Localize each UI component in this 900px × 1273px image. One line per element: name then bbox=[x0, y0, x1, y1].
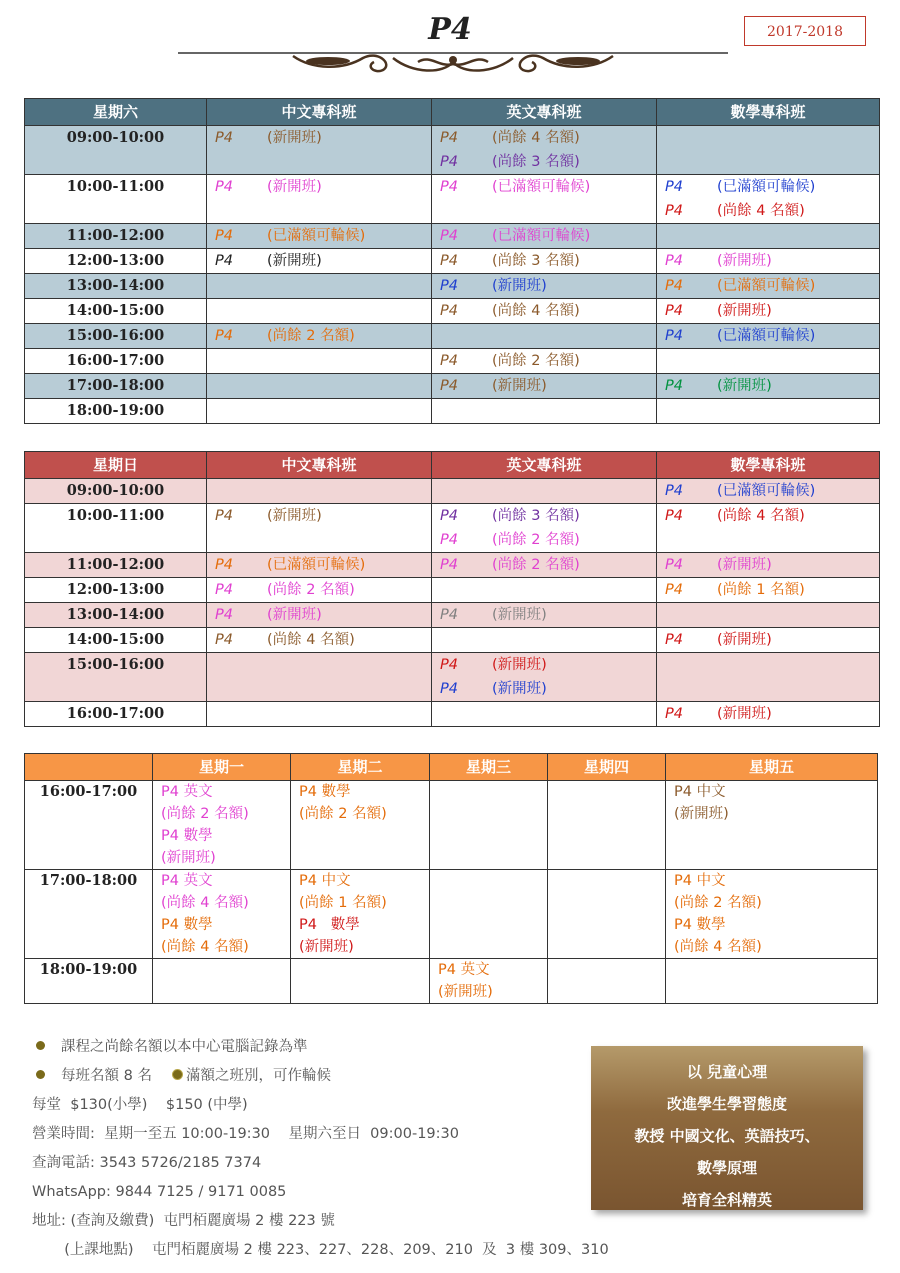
class-entry: P4 數學 bbox=[161, 917, 213, 933]
class-cell bbox=[207, 603, 432, 628]
class-entry: (新開班) bbox=[674, 806, 729, 822]
class-cell bbox=[657, 349, 880, 374]
class-cell bbox=[430, 870, 548, 959]
motto-box bbox=[591, 1046, 863, 1210]
time-slot: 13:00-14:00 bbox=[25, 274, 207, 299]
grade-label: P4 bbox=[440, 657, 458, 673]
grade-label: P4 bbox=[665, 328, 683, 344]
class-cell bbox=[432, 224, 657, 249]
class-cell bbox=[548, 959, 666, 1004]
time-slot: 09:00-10:00 bbox=[25, 479, 207, 504]
ornament-divider bbox=[178, 44, 728, 80]
grade-label: P4 bbox=[440, 607, 458, 623]
class-entry bbox=[440, 374, 656, 398]
class-entry bbox=[215, 628, 431, 652]
class-entry bbox=[215, 504, 431, 528]
grade-label: P4 bbox=[215, 130, 233, 146]
table-row bbox=[25, 175, 880, 224]
class-entry bbox=[440, 528, 656, 552]
class-entry: P4 數學 bbox=[161, 828, 213, 844]
class-entry bbox=[440, 299, 656, 323]
class-entry bbox=[440, 653, 656, 677]
class-cell bbox=[432, 274, 657, 299]
table-row bbox=[25, 504, 880, 553]
class-cell bbox=[432, 374, 657, 399]
class-entry bbox=[440, 603, 656, 627]
grade-label: P4 bbox=[440, 228, 458, 244]
class-cell bbox=[430, 781, 548, 870]
class-cell bbox=[657, 274, 880, 299]
grade-label: P4 bbox=[215, 253, 233, 269]
quota-status: (新開班) bbox=[717, 303, 772, 319]
class-cell bbox=[432, 603, 657, 628]
grade-label: P4 bbox=[665, 557, 683, 573]
table-row bbox=[25, 249, 880, 274]
note-waitlist: 滿額之班別，可作輪候 bbox=[185, 1068, 331, 1084]
table-row bbox=[25, 553, 880, 578]
class-entry: P4 中文 bbox=[674, 784, 726, 800]
class-entry bbox=[665, 374, 879, 398]
class-entry bbox=[665, 175, 879, 199]
class-entry: P4 數學 bbox=[299, 784, 351, 800]
quota-status: (新開班) bbox=[267, 179, 322, 195]
class-entry bbox=[215, 578, 431, 602]
motto-line: 數學原理 bbox=[696, 1159, 757, 1177]
class-cell bbox=[432, 553, 657, 578]
class-cell bbox=[666, 781, 878, 870]
class-entry: (尚餘 4 名額) bbox=[161, 895, 249, 911]
class-entry: (新開班) bbox=[438, 984, 493, 1000]
table-row bbox=[25, 224, 880, 249]
class-cell bbox=[432, 578, 657, 603]
column-header: 星期四 bbox=[548, 754, 666, 781]
class-cell bbox=[657, 249, 880, 274]
class-cell bbox=[657, 553, 880, 578]
class-cell bbox=[657, 702, 880, 727]
table-row bbox=[25, 399, 880, 424]
time-slot: 18:00-19:00 bbox=[25, 399, 207, 424]
table-row bbox=[25, 781, 878, 870]
time-slot: 09:00-10:00 bbox=[25, 126, 207, 175]
class-cell bbox=[657, 175, 880, 224]
time-slot: 16:00-17:00 bbox=[25, 349, 207, 374]
class-cell bbox=[657, 399, 880, 424]
class-cell bbox=[207, 249, 432, 274]
address-enquiry: 地址: (查詢及繳費) 屯門栢麗廣場 2 樓 223 號 bbox=[32, 1213, 335, 1229]
grade-label: P4 bbox=[440, 303, 458, 319]
column-header: 星期日 bbox=[25, 452, 207, 479]
sunday-table bbox=[24, 451, 880, 727]
class-entry: (尚餘 4 名額) bbox=[161, 939, 249, 955]
class-entry: P4 英文 bbox=[438, 962, 490, 978]
grade-label: P4 bbox=[665, 483, 683, 499]
class-entry bbox=[665, 628, 879, 652]
quota-status: (尚餘 2 名額) bbox=[492, 353, 580, 369]
quota-status: (新開班) bbox=[492, 657, 547, 673]
grade-label: P4 bbox=[665, 179, 683, 195]
grade-label: P4 bbox=[440, 681, 458, 697]
class-entry bbox=[215, 224, 431, 248]
quota-status: (尚餘 4 名額) bbox=[492, 130, 580, 146]
class-entry bbox=[665, 504, 879, 528]
time-slot: 13:00-14:00 bbox=[25, 603, 207, 628]
motto-line: 教授 中國文化、英語技巧、 bbox=[634, 1127, 820, 1145]
time-slot: 15:00-16:00 bbox=[25, 324, 207, 349]
quota-status: (新開班) bbox=[267, 508, 322, 524]
class-cell bbox=[207, 224, 432, 249]
class-cell bbox=[207, 399, 432, 424]
class-cell bbox=[153, 870, 291, 959]
class-cell bbox=[207, 324, 432, 349]
motto-line: 改進學生學習態度 bbox=[666, 1095, 787, 1113]
grade-label: P4 bbox=[215, 179, 233, 195]
class-cell bbox=[207, 479, 432, 504]
time-slot: 18:00-19:00 bbox=[25, 959, 153, 1004]
grade-label: P4 bbox=[440, 154, 458, 170]
class-cell bbox=[657, 224, 880, 249]
class-cell bbox=[432, 399, 657, 424]
fee-info: 每堂 $130(小學) $150 (中學) bbox=[32, 1097, 248, 1113]
grade-label: P4 bbox=[440, 179, 458, 195]
quota-status: (尚餘 2 名額) bbox=[492, 557, 580, 573]
class-entry: (尚餘 2 名額) bbox=[299, 806, 387, 822]
whatsapp-info: WhatsApp: 9844 7125 / 9171 0085 bbox=[32, 1184, 287, 1200]
grade-label: P4 bbox=[665, 508, 683, 524]
quota-status: (已滿額可輪候) bbox=[267, 228, 366, 244]
quota-status: (尚餘 1 名額) bbox=[717, 582, 805, 598]
class-cell bbox=[657, 504, 880, 553]
class-entry bbox=[215, 553, 431, 577]
class-cell bbox=[207, 578, 432, 603]
class-cell bbox=[657, 324, 880, 349]
quota-status: (新開班) bbox=[267, 607, 322, 623]
class-cell bbox=[207, 175, 432, 224]
column-header: 星期一 bbox=[153, 754, 291, 781]
table-row bbox=[25, 959, 878, 1004]
column-header: 星期三 bbox=[430, 754, 548, 781]
table-row bbox=[25, 126, 880, 175]
class-cell bbox=[291, 959, 430, 1004]
table-row bbox=[25, 578, 880, 603]
class-entry: P4 中文 bbox=[299, 873, 351, 889]
column-header: 中文專科班 bbox=[207, 452, 432, 479]
class-entry bbox=[215, 324, 431, 348]
class-entry: P4 英文 bbox=[161, 873, 213, 889]
class-cell bbox=[432, 479, 657, 504]
class-entry: (尚餘 2 名額) bbox=[674, 895, 762, 911]
class-entry bbox=[665, 299, 879, 323]
grade-label: P4 bbox=[215, 328, 233, 344]
notes-section bbox=[32, 1037, 609, 1269]
grade-label: P4 bbox=[665, 582, 683, 598]
class-cell bbox=[657, 603, 880, 628]
class-cell bbox=[657, 479, 880, 504]
quota-status: (已滿額可輪候) bbox=[717, 278, 816, 294]
class-entry: P4 數學 bbox=[674, 917, 726, 933]
quota-status: (已滿額可輪候) bbox=[267, 557, 366, 573]
bullet-icon bbox=[36, 1041, 45, 1050]
motto-line: 培育全科精英 bbox=[681, 1191, 772, 1209]
table-row bbox=[25, 349, 880, 374]
weekday-table bbox=[24, 753, 878, 1004]
column-header: 中文專科班 bbox=[207, 99, 432, 126]
class-entry: (新開班) bbox=[161, 850, 216, 866]
quota-status: (已滿額可輪候) bbox=[717, 483, 816, 499]
class-cell bbox=[207, 553, 432, 578]
quota-status: (新開班) bbox=[267, 130, 322, 146]
class-cell bbox=[291, 870, 430, 959]
grade-label: P4 bbox=[665, 253, 683, 269]
class-entry bbox=[665, 324, 879, 348]
class-cell bbox=[207, 349, 432, 374]
quota-status: (新開班) bbox=[492, 607, 547, 623]
class-entry bbox=[440, 349, 656, 373]
class-entry bbox=[440, 150, 656, 174]
grade-label: P4 bbox=[665, 378, 683, 394]
time-slot: 17:00-18:00 bbox=[25, 870, 153, 959]
grade-label: P4 bbox=[665, 278, 683, 294]
class-cell bbox=[657, 299, 880, 324]
class-entry bbox=[440, 504, 656, 528]
class-entry bbox=[665, 274, 879, 298]
table-row bbox=[25, 603, 880, 628]
quota-status: (已滿額可輪候) bbox=[492, 179, 591, 195]
grade-label: P4 bbox=[665, 632, 683, 648]
phone-info: 查詢電話: 3543 5726/2185 7374 bbox=[32, 1155, 262, 1171]
grade-label: P4 bbox=[215, 557, 233, 573]
bullet-icon bbox=[172, 1069, 183, 1080]
grade-label: P4 bbox=[440, 378, 458, 394]
class-cell bbox=[153, 781, 291, 870]
quota-status: (尚餘 4 名額) bbox=[717, 203, 805, 219]
grade-label: P4 bbox=[440, 353, 458, 369]
class-entry: P4 中文 bbox=[674, 873, 726, 889]
class-cell bbox=[432, 175, 657, 224]
table-row bbox=[25, 274, 880, 299]
quota-status: (新開班) bbox=[267, 253, 322, 269]
time-slot: 10:00-11:00 bbox=[25, 504, 207, 553]
quota-status: (新開班) bbox=[717, 706, 772, 722]
class-cell bbox=[207, 299, 432, 324]
quota-status: (新開班) bbox=[492, 681, 547, 697]
class-entry bbox=[440, 126, 656, 150]
table-row bbox=[25, 653, 880, 702]
class-cell bbox=[432, 349, 657, 374]
address-classroom: (上課地點) 屯門栢麗廣場 2 樓 223、227、228、209、210 及 3 樓 309、310 bbox=[32, 1242, 609, 1258]
quota-status: (新開班) bbox=[492, 278, 547, 294]
year-badge: 2017-2018 bbox=[744, 16, 866, 46]
grade-label: P4 bbox=[215, 228, 233, 244]
quota-status: (新開班) bbox=[717, 253, 772, 269]
quota-status: (新開班) bbox=[717, 632, 772, 648]
quota-status: (尚餘 2 名額) bbox=[267, 328, 355, 344]
column-header: 星期六 bbox=[25, 99, 207, 126]
grade-label: P4 bbox=[440, 557, 458, 573]
class-cell bbox=[548, 870, 666, 959]
quota-status: (尚餘 3 名額) bbox=[492, 154, 580, 170]
table-row bbox=[25, 702, 880, 727]
class-entry: (尚餘 4 名額) bbox=[674, 939, 762, 955]
time-slot: 11:00-12:00 bbox=[25, 224, 207, 249]
grade-label: P4 bbox=[665, 303, 683, 319]
grade-label: P4 bbox=[440, 508, 458, 524]
quota-status: (尚餘 4 名額) bbox=[492, 303, 580, 319]
class-cell bbox=[432, 126, 657, 175]
page-title: P4 bbox=[428, 12, 472, 47]
grade-label: P4 bbox=[215, 632, 233, 648]
class-entry bbox=[440, 224, 656, 248]
time-slot: 17:00-18:00 bbox=[25, 374, 207, 399]
time-slot: 16:00-17:00 bbox=[25, 781, 153, 870]
business-hours: 營業時間: 星期一至五 10:00-19:30 星期六至日 09:00-19:30 bbox=[32, 1126, 459, 1142]
table-row bbox=[25, 479, 880, 504]
class-cell bbox=[432, 299, 657, 324]
column-header: 星期五 bbox=[666, 754, 878, 781]
class-entry bbox=[665, 702, 879, 726]
column-header: 英文專科班 bbox=[432, 99, 657, 126]
grade-label: P4 bbox=[440, 278, 458, 294]
class-entry bbox=[215, 175, 431, 199]
class-entry bbox=[215, 249, 431, 273]
class-cell bbox=[207, 374, 432, 399]
time-slot: 16:00-17:00 bbox=[25, 702, 207, 727]
class-entry: (尚餘 2 名額) bbox=[161, 806, 249, 822]
quota-status: (尚餘 3 名額) bbox=[492, 253, 580, 269]
column-header bbox=[25, 754, 153, 781]
time-slot: 11:00-12:00 bbox=[25, 553, 207, 578]
quota-status: (已滿額可輪候) bbox=[492, 228, 591, 244]
grade-label: P4 bbox=[215, 607, 233, 623]
bullet-icon bbox=[36, 1070, 45, 1079]
class-cell bbox=[207, 628, 432, 653]
class-entry bbox=[665, 199, 879, 223]
class-entry bbox=[440, 175, 656, 199]
quota-status: (尚餘 2 名額) bbox=[267, 582, 355, 598]
quota-status: (已滿額可輪候) bbox=[717, 328, 816, 344]
class-cell bbox=[657, 578, 880, 603]
column-header: 星期二 bbox=[291, 754, 430, 781]
class-entry bbox=[665, 479, 879, 503]
motto-line: 以 兒童心理 bbox=[686, 1063, 768, 1081]
class-cell bbox=[207, 653, 432, 702]
class-cell bbox=[666, 959, 878, 1004]
quota-status: (已滿額可輪候) bbox=[717, 179, 816, 195]
class-cell bbox=[432, 504, 657, 553]
grade-label: P4 bbox=[440, 253, 458, 269]
quota-status: (新開班) bbox=[717, 557, 772, 573]
class-cell bbox=[657, 374, 880, 399]
column-header: 數學專科班 bbox=[657, 452, 880, 479]
time-slot: 12:00-13:00 bbox=[25, 249, 207, 274]
class-cell bbox=[207, 126, 432, 175]
class-cell bbox=[432, 324, 657, 349]
grade-label: P4 bbox=[440, 532, 458, 548]
class-cell bbox=[207, 504, 432, 553]
note-class-size: 每班名額 8 名 bbox=[61, 1068, 152, 1084]
class-cell bbox=[657, 653, 880, 702]
quota-status: (新開班) bbox=[492, 378, 547, 394]
class-entry bbox=[665, 578, 879, 602]
grade-label: P4 bbox=[440, 130, 458, 146]
class-entry bbox=[440, 274, 656, 298]
class-cell bbox=[657, 126, 880, 175]
grade-label: P4 bbox=[215, 508, 233, 524]
class-cell bbox=[432, 249, 657, 274]
class-cell bbox=[207, 702, 432, 727]
table-row bbox=[25, 628, 880, 653]
class-entry: (新開班) bbox=[299, 939, 354, 955]
class-entry: (尚餘 1 名額) bbox=[299, 895, 387, 911]
table-row bbox=[25, 374, 880, 399]
quota-status: (新開班) bbox=[717, 378, 772, 394]
class-cell bbox=[291, 781, 430, 870]
class-entry bbox=[440, 677, 656, 701]
class-entry: P4 數學 bbox=[299, 917, 360, 933]
class-cell bbox=[432, 628, 657, 653]
class-cell bbox=[207, 274, 432, 299]
class-entry bbox=[440, 249, 656, 273]
quota-status: (尚餘 2 名額) bbox=[492, 532, 580, 548]
column-header: 英文專科班 bbox=[432, 452, 657, 479]
grade-label: P4 bbox=[215, 582, 233, 598]
quota-status: (尚餘 4 名額) bbox=[267, 632, 355, 648]
time-slot: 12:00-13:00 bbox=[25, 578, 207, 603]
class-cell bbox=[430, 959, 548, 1004]
quota-status: (尚餘 3 名額) bbox=[492, 508, 580, 524]
class-cell bbox=[153, 959, 291, 1004]
time-slot: 15:00-16:00 bbox=[25, 653, 207, 702]
class-entry bbox=[665, 249, 879, 273]
class-cell bbox=[666, 870, 878, 959]
time-slot: 14:00-15:00 bbox=[25, 628, 207, 653]
time-slot: 14:00-15:00 bbox=[25, 299, 207, 324]
column-header: 數學專科班 bbox=[657, 99, 880, 126]
class-entry bbox=[440, 553, 656, 577]
grade-label: P4 bbox=[665, 706, 683, 722]
grade-label: P4 bbox=[665, 203, 683, 219]
table-row bbox=[25, 870, 878, 959]
saturday-table bbox=[24, 98, 880, 424]
class-cell bbox=[657, 628, 880, 653]
time-slot: 10:00-11:00 bbox=[25, 175, 207, 224]
class-entry bbox=[215, 126, 431, 150]
table-row bbox=[25, 299, 880, 324]
table-row bbox=[25, 324, 880, 349]
quota-status: (尚餘 4 名額) bbox=[717, 508, 805, 524]
class-entry bbox=[665, 553, 879, 577]
class-cell bbox=[548, 781, 666, 870]
class-cell bbox=[432, 702, 657, 727]
note-quota-record: 課程之尚餘名額以本中心電腦記錄為準 bbox=[61, 1039, 308, 1055]
class-cell bbox=[432, 653, 657, 702]
class-entry bbox=[215, 603, 431, 627]
class-entry: P4 英文 bbox=[161, 784, 213, 800]
